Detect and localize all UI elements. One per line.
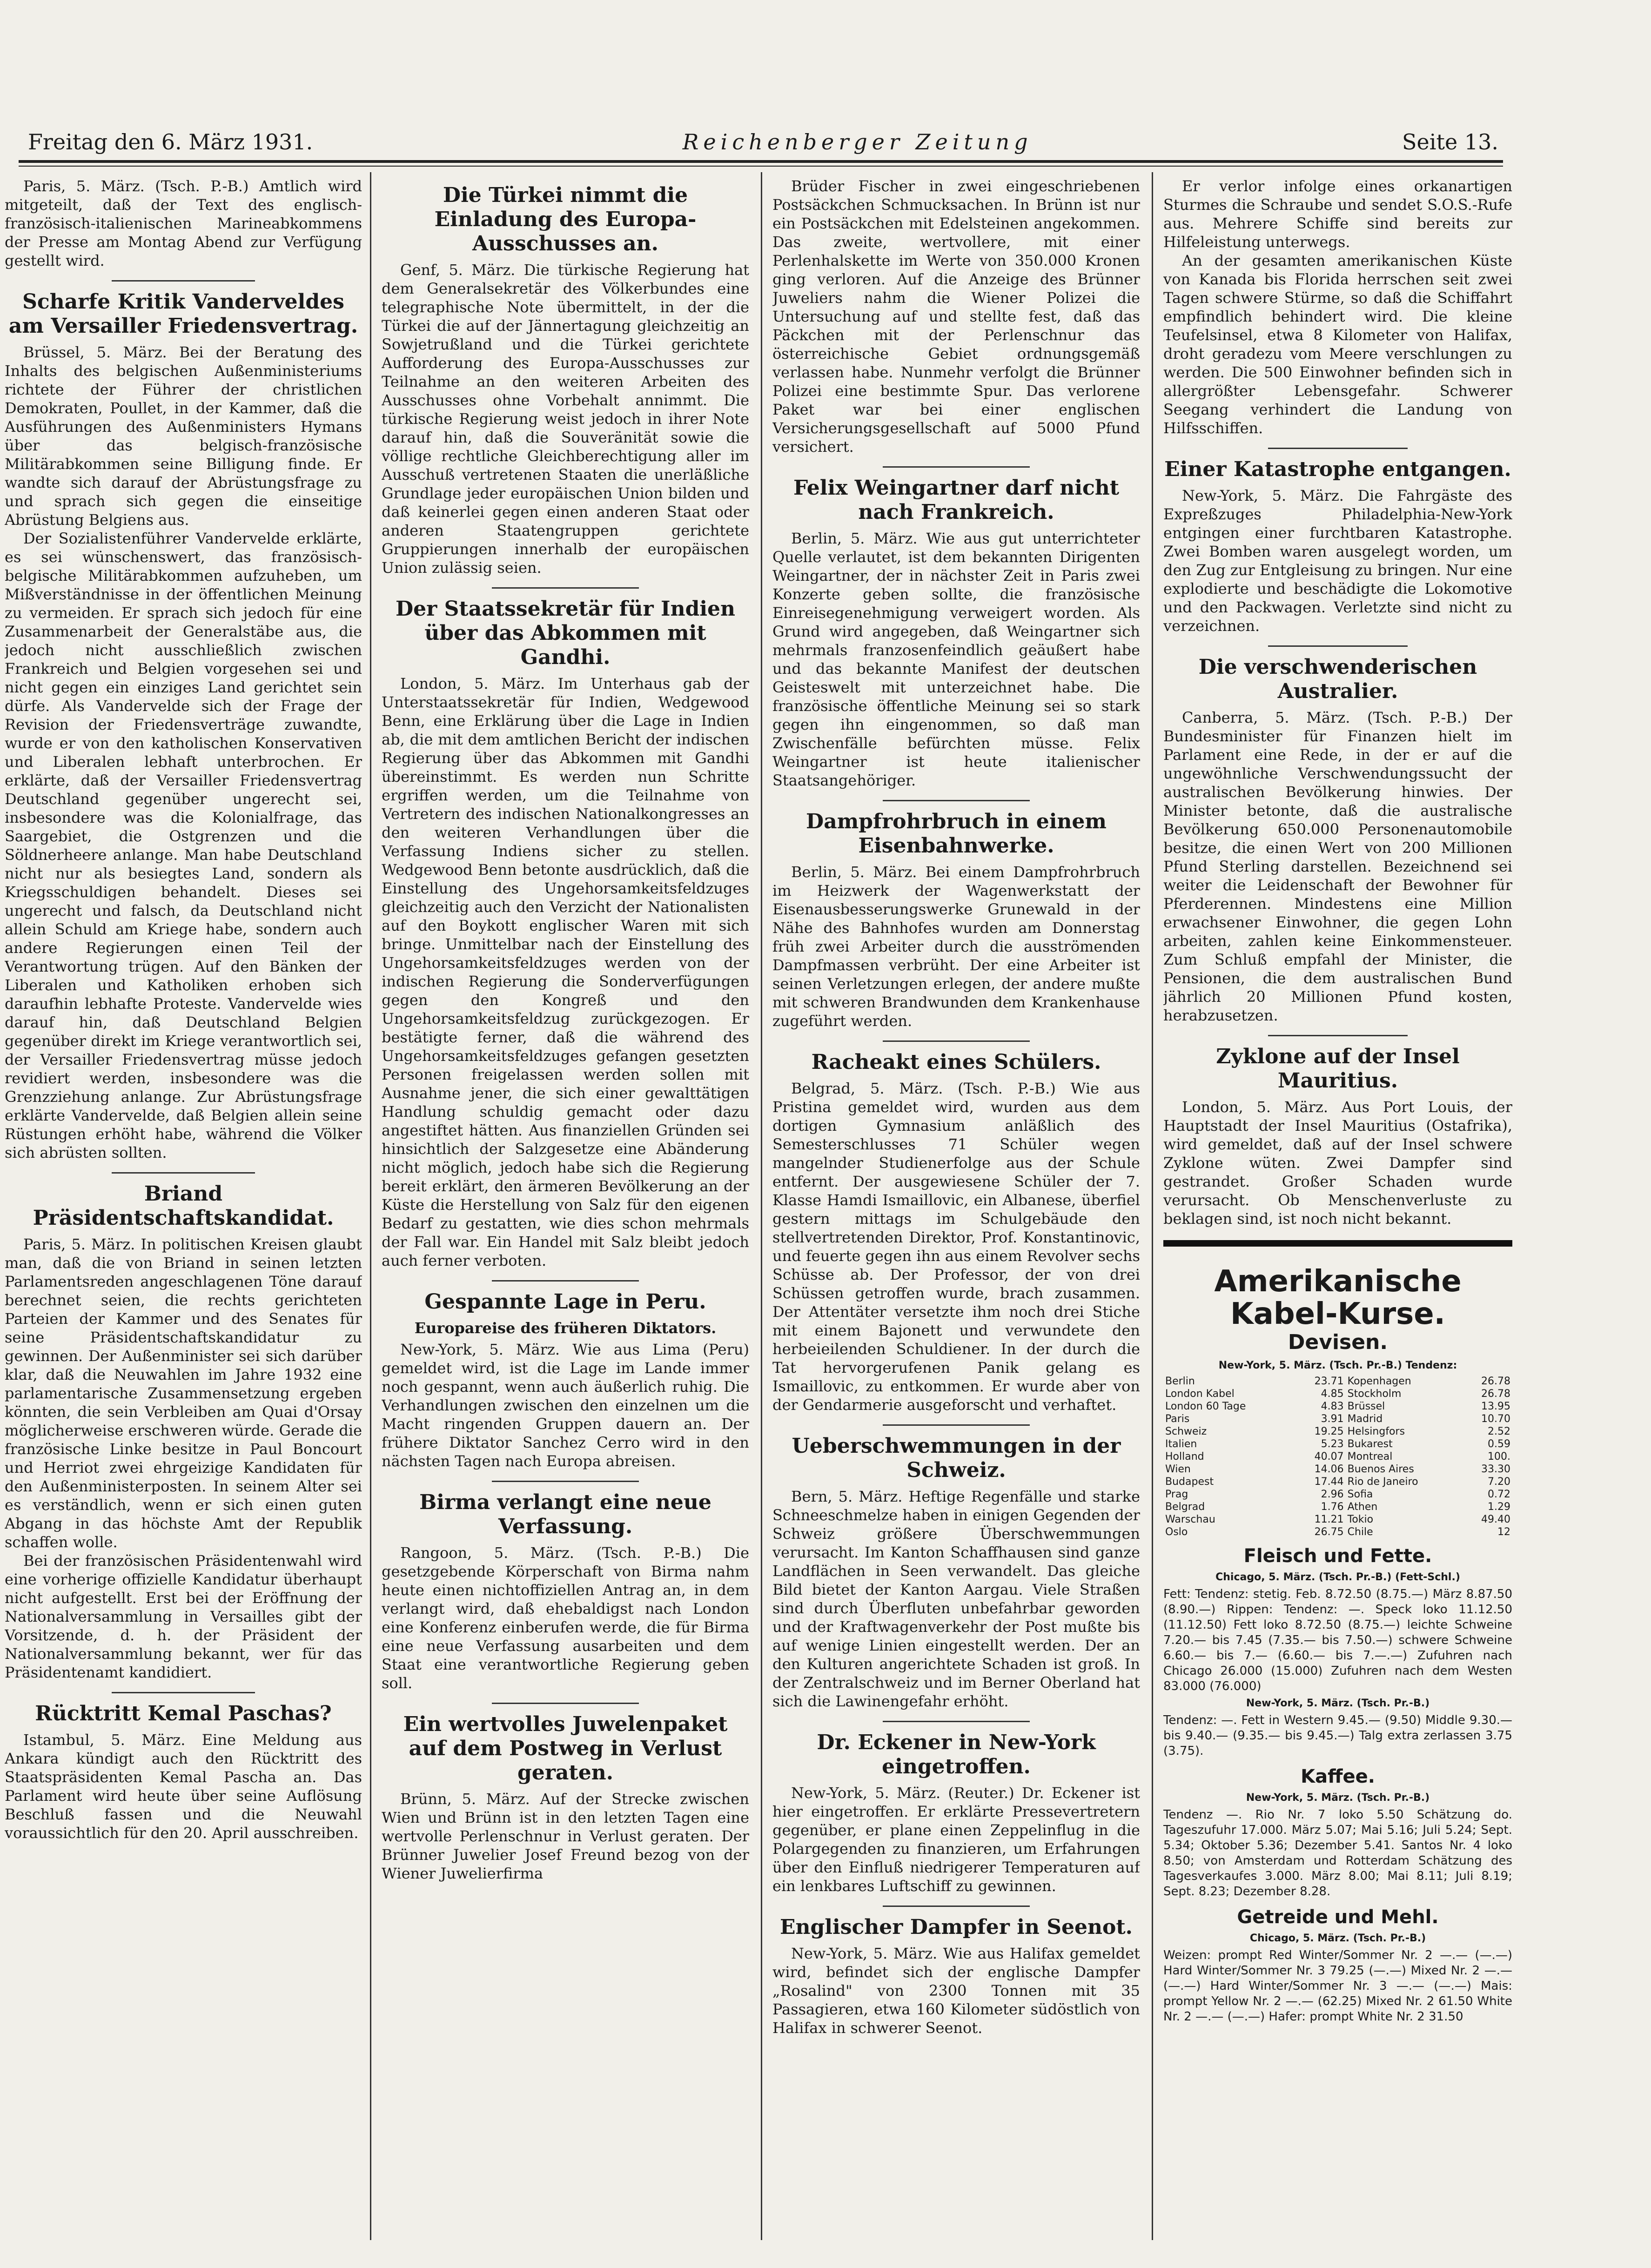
- article: [5, 1172, 362, 1682]
- currency-name: Helsingfors: [1347, 1426, 1405, 1437]
- market-report: [1163, 1807, 1512, 1899]
- article-paragraph: New-York, 5. März. Wie aus Lima (Peru) gemeldet wird, ist die Lage im Lande immer noch gespannt, wenn auch äußerlich ruhig. Die Verhandlungen zwischen den einzelnen um die Macht ringenden Gruppen dauern an. Der frühere Diktator Sanchez Cerro wird in den nächsten Tagen nach Europa abreisen.: [382, 1341, 749, 1470]
- article-separator: [883, 1040, 1030, 1042]
- article-body: [772, 1784, 1140, 1895]
- article: [382, 1280, 749, 1470]
- header-rule-thin: [19, 166, 1503, 167]
- column-divider: [370, 172, 371, 2240]
- article-paragraph: New-York, 5. März. (Reuter.) Dr. Eckener ist hier eingetroffen. Er erklärte Pressevertretern gegenüber, er plane einen Zeppelinflug in die Polargegenden zu finanzieren, um Erfahrungen über den Einfluß niedrigerer Temperaturen auf ein lenkbares Luftschiff zu gewinnen.: [772, 1784, 1140, 1895]
- page-header: [28, 126, 1498, 158]
- article: [772, 1040, 1140, 1414]
- currency-name: Italien: [1165, 1438, 1197, 1450]
- currency-rate: 2.96: [1321, 1489, 1344, 1500]
- column-divider: [1152, 172, 1153, 2240]
- article-body: [382, 261, 749, 577]
- currency-name: Schweiz: [1165, 1426, 1207, 1437]
- article-separator: [883, 1424, 1030, 1426]
- page-number: Seite 13.: [1402, 129, 1498, 154]
- article-body: [772, 177, 1140, 456]
- market-text: Weizen: prompt Red Winter/Sommer Nr. 2 —.— (—.—) Hard Winter/Sommer Nr. 3 79.25 (—.—) Mixed Nr. 2 —.— (—.—) Hard Winter/Sommer Nr. 3 —.— (—.—) Mais: prompt Yellow Nr. 2 —.— (62.25) Mixed Nr. 2 61.50 White Nr. 2 —.— (—.—) Hafer: prompt White Nr. 2 31.50: [1163, 1948, 1512, 2024]
- article-headline: Birma verlangt eine neue Verfassung.: [419, 1490, 711, 1538]
- article-headline: Die verschwenderischen Australier.: [1198, 655, 1477, 703]
- article-body: [1163, 177, 1512, 437]
- currency-rate: 33.30: [1481, 1463, 1510, 1475]
- article-headline: Dampfrohrbruch in einem Eisenbahnwerke.: [806, 810, 1107, 858]
- article: [1163, 1035, 1512, 1228]
- currency-rate: 7.20: [1488, 1476, 1510, 1488]
- article-headline: Racheakt eines Schülers.: [811, 1050, 1101, 1074]
- currency-rate: 4.85: [1321, 1388, 1344, 1400]
- devisen-row: [1163, 1388, 1512, 1400]
- currency-name: Chile: [1347, 1526, 1373, 1538]
- article-paragraph: Rangoon, 5. März. (Tsch. P.-B.) Die gesetzgebende Körperschaft von Birma nahm heute einen nichtoffiziellen Antrag an, in dem verlangt wird, daß ehebaldigst nach London eine Konferenz einberufen werde, die für Birma eine neue Verfassung ausarbeiten und dem Staat eine verantwortliche Regierung geben soll.: [382, 1544, 749, 1692]
- article-paragraph: Er verlor infolge eines orkanartigen Sturmes die Schraube und sendet S.O.S.-Rufe aus. Mehrere Schiffe sind bereits zur Hilfeleistung unterwegs.: [1163, 177, 1512, 251]
- header-rule: [19, 160, 1503, 163]
- article-headline: Zyklone auf der Insel Mauritius.: [1216, 1045, 1460, 1093]
- market-header: New-York, 5. März. (Tsch. Pr.-B.): [1246, 1698, 1430, 1709]
- currency-name: Buenos Aires: [1347, 1463, 1414, 1475]
- article: [772, 1424, 1140, 1711]
- currency-name: Madrid: [1347, 1413, 1383, 1425]
- currency-name: Warschau: [1165, 1514, 1215, 1525]
- currency-rate: 1.29: [1488, 1501, 1510, 1513]
- devisen-row: [1163, 1526, 1512, 1538]
- currency-rate: 12: [1497, 1526, 1510, 1538]
- market-text: Tendenz: —. Fett in Western 9.45.— (9.50) Middle 9.30.— bis 9.40.— (9.35.— bis 9.45.—) Talg extra zerlassen 3.75 (3.75).: [1163, 1713, 1512, 1758]
- article-paragraph: Brünn, 5. März. Auf der Strecke zwischen Wien und Brünn ist in den letzten Tagen eine wertvolle Perlenschnur in Verlust geraten. Der Brünner Juwelier Josef Freund bezog von der Wiener Juwelierfirma: [382, 1790, 749, 1882]
- currency-rate: 40.07: [1314, 1451, 1344, 1463]
- kabel-kurse-title: Amerikanische Kabel-Kurse.: [1214, 1264, 1462, 1331]
- devisen-row: [1163, 1476, 1512, 1488]
- section-rule: [1163, 1240, 1512, 1247]
- article-headline: Felix Weingartner darf nicht nach Frankreich.: [793, 476, 1120, 524]
- article-separator: [883, 466, 1030, 468]
- article-paragraph: Canberra, 5. März. (Tsch. P.-B.) Der Bundesminister für Finanzen hielt im Parlament eine Rede, in der er auf die ungewöhnliche Verschwendungssucht der australischen Bevölkerung hinwies. Der Minister betonte, daß die australische Bevölkerung 650.000 Personenautomobile besitze, die einen Wert von 200 Millionen Pfund Sterling darstellen. Bezeichnend sei weiter die Leidenschaft der Bewohner für Pferderennen. Mindestens eine Million erwachsener Einwohner, die gegen Lohn arbeiten, zahlen keine Einkommensteuer. Zum Schluß empfahl der Minister, die Pensionen, die dem australischen Bund jährlich 20 Millionen Pfund kosten, herabzusetzen.: [1163, 709, 1512, 1024]
- article: [5, 280, 362, 1162]
- column-4-articles: [1163, 177, 1512, 1228]
- market-report: [1163, 1948, 1512, 2025]
- currency-rate: 26.78: [1481, 1376, 1510, 1387]
- devisen-row: [1163, 1400, 1512, 1413]
- currency-rate: 5.23: [1321, 1438, 1344, 1450]
- article-body: [5, 1235, 362, 1682]
- article: [772, 466, 1140, 790]
- devisen-row: [1163, 1438, 1512, 1450]
- article-headline: Ein wertvolles Juwelenpaket auf dem Postweg in Verlust geraten.: [403, 1712, 728, 1785]
- article: [5, 177, 362, 270]
- article-body: [382, 674, 749, 1270]
- article-separator: [112, 1692, 255, 1693]
- currency-name: Montreal: [1347, 1451, 1393, 1463]
- currency-name: Sofia: [1347, 1489, 1373, 1500]
- currency-rate: 26.75: [1314, 1526, 1344, 1538]
- market-report: [1163, 1587, 1512, 1694]
- market-section-title: Getreide und Mehl.: [1237, 1906, 1439, 1928]
- article: [1163, 177, 1512, 437]
- article-separator: [1268, 645, 1408, 647]
- article-body: [1163, 708, 1512, 1025]
- currency-name: Berlin: [1165, 1376, 1195, 1387]
- article: [382, 183, 749, 577]
- column-1: [5, 177, 362, 2249]
- article-body: [5, 177, 362, 270]
- currency-rate: 0.59: [1488, 1438, 1510, 1450]
- currency-name: Holland: [1165, 1451, 1204, 1463]
- currency-rate: 11.21: [1314, 1514, 1344, 1525]
- devisen-title: Devisen.: [1288, 1330, 1388, 1354]
- devisen-row: [1163, 1425, 1512, 1438]
- article-headline: Scharfe Kritik Vanderveldes am Versailler Friedensvertrag.: [8, 290, 358, 338]
- devisen-row: [1163, 1413, 1512, 1425]
- article-headline: Einer Katastrophe entgangen.: [1164, 457, 1511, 481]
- currency-rate: 10.70: [1481, 1413, 1510, 1425]
- article-separator: [492, 1703, 639, 1704]
- market-header: Chicago, 5. März. (Tsch. Pr.-B.): [1249, 1932, 1426, 1944]
- article-paragraph: Bei der französischen Präsidentenwahl wird eine vorherige offizielle Kandidatur überhaupt nicht aufgestellt. Erst bei der Eröffnung der Nationalversammlung in Versailles gibt der Vorsitzende, d. h. der Präsident der Nationalversammlung bekannt, wer für das Präsidentenamt kandidiert.: [5, 1552, 362, 1681]
- article-body: [5, 343, 362, 1162]
- article-separator: [883, 1721, 1030, 1722]
- devisen-table: [1163, 1375, 1512, 1538]
- article-body: [382, 1790, 749, 1883]
- currency-rate: 17.44: [1314, 1476, 1344, 1488]
- article-headline: Der Staatssekretär für Indien über das Abkommen mit Gandhi.: [395, 597, 736, 669]
- currency-name: Brüssel: [1347, 1401, 1385, 1412]
- currency-rate: 14.06: [1314, 1463, 1344, 1475]
- masthead: Reichenberger Zeitung: [682, 129, 1033, 154]
- article: [382, 587, 749, 1270]
- article-paragraph: Istambul, 5. März. Eine Meldung aus Ankara kündigt auch den Rücktritt des Staatspräsidenten Kemal Pascha an. Das Parlament wird heute über seine Auflösung Beschluß fassen und die Neuwahl voraussichtlich für den 20. April ausschreiben.: [5, 1731, 362, 1842]
- article-paragraph: Paris, 5. März. In politischen Kreisen glaubt man, daß die von Briand in seinen letzten Parlamentsreden angeschlagenen Töne darauf berechnet seien, die rechts gerichteten Parteien der Kammer und des Senates für seine Präsidentschaftskandidatur zu gewinnen. Der Außenminister sei sich darüber klar, daß die Neuwahlen im Jahre 1932 eine parlamentarische Zusammensetzung ergeben könnten, die sein Verbleiben am Quai d'Orsay möglicherweise erschweren würde. Gerade die französische Linke besitze in Paul Boncourt und Herriot zwei ehrgeizige Kandidaten für den Außenministerposten. In seinem Alter sei es verständlich, wenn er sich einen guten Abgang in das höchste Amt der Republik schaffen wolle.: [5, 1235, 362, 1551]
- article-paragraph: Der Sozialistenführer Vandervelde erklärte, es sei wünschenswert, das französisch-belgische Militärabkommen aufzuheben, um Mißverständnisse in der öffentlichen Meinung zu vermeiden. Er sprach sich jedoch für eine Zusammenarbeit der Generalstäbe aus, die jedoch nicht ausschließlich zwischen Frankreich und Belgien vorgesehen sei und nicht gegen ein einziges Land gerichtet sein dürfe. Als Vandervelde sich der Frage der Revision der Friedensverträge zuwandte, wurde er von den katholischen Konservativen und Liberalen lebhaft unterbrochen. Er erklärte, daß der Versailler Friedensvertrag Deutschland gegenüber ungerecht sei, insbesondere was die Kolonialfrage, das Saargebiet, die Ostgrenzen und die Söldnerheere anlange. Man habe Deutschland nicht nur als besiegtes Land, sondern als Kriegsschuldigen behandelt. Dieses sei ungerecht und falsch, da Deutschland nicht allein Schuld am Kriege habe, sondern auch andere Regierungen einen Teil der Verantwortung trügen. Auf den Bänken der Liberalen und Katholiken erhoben sich daraufhin lebhafte Proteste. Vandervelde wies darauf hin, daß Deutschland Belgien gegenüber direkt im Kriege verantwortlich sei, der Versailler Friedensvertrag müsse jedoch revidiert werden, insbesondere was die Grenzziehung anlange. Zur Abrüstungsfrage erklärte Vandervelde, daß Belgien allein seine Rüstungen erhöht habe, während die Völker sich abrüsten sollten.: [5, 530, 362, 1161]
- market-header: New-York, 5. März. (Tsch. Pr.-B.): [1246, 1792, 1430, 1804]
- column-4: [1163, 177, 1512, 2249]
- column-2: [382, 177, 749, 2249]
- currency-rate: 19.25: [1314, 1426, 1344, 1437]
- currency-name: Oslo: [1165, 1526, 1188, 1538]
- article-headline: Gespannte Lage in Peru.: [424, 1290, 706, 1314]
- currency-name: London 60 Tage: [1165, 1401, 1246, 1412]
- currency-name: Paris: [1165, 1413, 1190, 1425]
- currency-name: Belgrad: [1165, 1501, 1205, 1513]
- article: [772, 800, 1140, 1030]
- article-paragraph: An der gesamten amerikanischen Küste von Kanada bis Florida herrschen seit zwei Tagen schwere Stürme, so daß die Schiffahrt empfindlich behindert wird. Die kleine Teufelsinsel, etwa 8 Kilometer von Halifax, droht geradezu vom Meere verschlungen zu werden. Die 500 Einwohner befinden sich in allergrößter Lebensgefahr. Schwerer Seegang verhindert die Landung von Hilfsschiffen.: [1163, 252, 1512, 437]
- currency-name: Stockholm: [1347, 1388, 1402, 1400]
- currency-rate: 3.91: [1321, 1413, 1344, 1425]
- article-body: [1163, 1098, 1512, 1228]
- article-separator: [492, 587, 639, 589]
- currency-name: Bukarest: [1347, 1438, 1393, 1450]
- devisen-row: [1163, 1463, 1512, 1476]
- currency-name: Wien: [1165, 1463, 1191, 1475]
- article-body: [772, 863, 1140, 1030]
- devisen-row: [1163, 1488, 1512, 1501]
- article-separator: [883, 1906, 1030, 1907]
- market-text: Tendenz —. Rio Nr. 7 loko 5.50 Schätzung do. Tageszufuhr 17.000. März 5.07; Mai 5.16; Juli 5.24; Sept. 5.34; Oktober 5.36; Dezember 5.41. Santos Nr. 4 loko 8.50; von Amsterdam und Rotterdam Schätzung des Tagesverkaufes 3.000. März 8.00; Mai 8.11; Juli 8.19; Sept. 8.23; Dezember 8.28.: [1163, 1808, 1512, 1899]
- article-paragraph: New-York, 5. März. Die Fahrgäste des Expreßzuges Philadelphia-New-York entgingen einer furchtbaren Katastrophe. Zwei Bomben waren ausgelegt worden, um den Zug zur Entgleisung zu bringen. Nur eine explodierte und beschädigte die Lokomotive und den Packwagen. Verletzte sind nicht zu verzeichnen.: [1163, 487, 1512, 635]
- article: [5, 1692, 362, 1842]
- currency-rate: 0.72: [1488, 1489, 1510, 1500]
- article-paragraph: New-York, 5. März. Wie aus Halifax gemeldet wird, befindet sich der englische Dampfer „Rosalind" von 2300 Tonnen mit 35 Passagieren, etwa 160 Kilometer südöstlich von Halifax in schwerer Seenot.: [772, 1945, 1140, 2037]
- currency-name: Athen: [1347, 1501, 1378, 1513]
- devisen-header: New-York, 5. März. (Tsch. Pr.-B.) Tendenz:: [1218, 1360, 1457, 1371]
- article: [382, 1703, 749, 1883]
- article-separator: [1268, 448, 1408, 449]
- article: [772, 177, 1140, 456]
- article-body: [772, 529, 1140, 790]
- article: [772, 1906, 1140, 2037]
- article-body: [382, 1340, 749, 1470]
- devisen-row: [1163, 1513, 1512, 1526]
- column-3: [772, 177, 1140, 2249]
- article-paragraph: Brüssel, 5. März. Bei der Beratung des Inhalts des belgischen Außenministeriums richtete der Führer der christlichen Demokraten, Poullet, in der Kammer, daß die Ausführungen des Außenministers Hymans über das belgisch-französische Militärabkommen seine Billigung finde. Er wandte sich darauf der Abrüstungsfrage zu und sprach sich gegen die einseitige Abrüstung Belgiens aus.: [5, 343, 362, 529]
- issue-date: Freitag den 6. März 1931.: [28, 129, 313, 154]
- article: [1163, 448, 1512, 635]
- article-paragraph: Belgrad, 5. März. (Tsch. P.-B.) Wie aus Pristina gemeldet wird, wurden aus dem dortigen Gymnasium anläßlich des Semesterschlusses 71 Schüler wegen mangelnder Studienerfolge aus der Schule entfernt. Der ausgewiesene Schüler der 7. Klasse Hamdi Ismaillovic, ein Albanese, überfiel gestern mittags im Schulgebäude den stellvertretenden Direktor, Prof. Konstantinovic, und feuerte gegen ihn aus einem Revolver sechs Schüsse ab. Der Professor, der von drei Schüssen getroffen wurde, brach zusammen. Der Attentäter versetzte ihm noch drei Stiche mit einem Bajonett und verwundete den herbeieilenden Schuldiener. In der durch die Tat hervorgerufenen Panik gelang es Ismaillovic, zu entkommen. Er wurde aber von der Gendarmerie ausgeforscht und verhaftet.: [772, 1080, 1140, 1414]
- market-section-title: Fleisch und Fette.: [1243, 1545, 1432, 1567]
- article-separator: [112, 280, 255, 282]
- market-text: Fett: Tendenz: stetig. Feb. 8.72.50 (8.75.—) März 8.87.50 (8.90.—) Rippen: Tendenz: —. Speck loko 11.12.50 (11.12.50) Fett loko 8.72.50 (8.75.—) leichte Schweine 7.20.— bis 7.45 (7.35.— bis 7.50.—) schwere Schweine 6.60.— bis 7.— (6.60.— bis 7.—.—) Zufuhren nach Chicago 26.000 (15.000) Zufuhren nach dem Westen 83.000 (76.000): [1163, 1587, 1512, 1693]
- article-subheadline: Europareise des früheren Diktators.: [414, 1319, 717, 1337]
- article-body: [5, 1731, 362, 1842]
- market-report: [1163, 1713, 1512, 1759]
- article-body: [772, 1487, 1140, 1711]
- article-paragraph: London, 5. März. Aus Port Louis, der Hauptstadt der Insel Mauritius (Ostafrika), wird gemeldet, daß auf der Insel schwere Zyklone wüten. Zwei Dampfer sind gestrandet. Großer Schaden wurde verursacht. Ob Menschenverluste zu beklagen sind, ist noch nicht bekannt.: [1163, 1098, 1512, 1228]
- currency-name: Budapest: [1165, 1476, 1214, 1488]
- markets-section: [1163, 1547, 1512, 2025]
- article-separator: [492, 1280, 639, 1282]
- currency-name: Kopenhagen: [1347, 1376, 1411, 1387]
- article-paragraph: London, 5. März. Im Unterhaus gab der Unterstaatssekretär für Indien, Wedgewood Benn, eine Erklärung über die Lage in Indien ab, die mit dem amtlichen Bericht der indischen Regierung über das Abkommen mit Gandhi übereinstimmt. Es werden nun Schritte ergriffen werden, um die Teilnahme von Vertretern des indischen Nationalkongresses an den weiteren Verhandlungen über die Verfassung Indiens sicher zu stellen. Wedgewood Benn betonte ausdrücklich, daß die Einstellung des Ungehorsamkeitsfeldzuges gleichzeitig auch den Verzicht der Nationalisten auf den Boykott englischer Waren mit sich bringe. Unmittelbar nach der Einstellung des Ungehorsamkeitsfeldzuges werden von der indischen Regierung die Sonderverfügungen gegen den Kongreß und den Ungehorsamkeitsfeldzug zurückgezogen. Er bestätigte ferner, daß die während des Ungehorsamkeitsfeldzuges gefangen gesetzten Personen freigelassen werden sollen mit Ausnahme jener, die sich einer gewalttätigen Handlung schuldig gemacht oder dazu angestiftet hätten. Aus finanziellen Gründen sei hinsichtlich der Salzgesetze eine Abänderung nicht möglich, jedoch habe sich die Regierung bereit erklärt, den ärmeren Bevölkerung an der Küste die Herstellung von Salz für den eigenen Bedarf zu gestatten, wie dies schon mehrmals der Fall war. Ein Handel mit Salz bleibt jedoch auch ferner verboten.: [382, 675, 749, 1269]
- article: [382, 1481, 749, 1692]
- article-headline: Die Türkei nimmt die Einladung des Europa-Ausschusses an.: [434, 183, 697, 255]
- article-paragraph: Bern, 5. März. Heftige Regenfälle und starke Schneeschmelze haben in einigen Gegenden der Schweiz größere Überschwemmungen verursacht. Im Kanton Schaffhausen sind ganze Landflächen in Seen verwandelt. Das gleiche Bild bietet der Kanton Aargau. Viele Straßen sind durch Überfluten unbefahrbar geworden und der Kraftwagenverkehr der Post mußte bis auf wenige Linien eingestellt werden. Der an den Kulturen angerichtete Schaden ist groß. In der Zentralschweiz und im Berner Oberland hat sich die Lawinengefahr erhöht.: [772, 1488, 1140, 1710]
- currency-rate: 100.: [1488, 1451, 1510, 1463]
- article-paragraph: Paris, 5. März. (Tsch. P.-B.) Amtlich wird mitgeteilt, daß der Text des englisch-französisch-italienischen Marineabkommens der Presse am Montag Abend zur Verfügung gestellt wird.: [5, 177, 362, 269]
- article-paragraph: Brüder Fischer in zwei eingeschriebenen Postsäckchen Schmucksachen. In Brünn ist nur ein Postsäckchen mit Edelsteinen angekommen. Das zweite, wertvollere, mit einer Perlenhalskette im Werte von 350.000 Kronen ging verloren. Auf die Anzeige des Brünner Juweliers nahm die Wiener Polizei die Untersuchung auf und stellte fest, daß das Päckchen mit der Perlenschnur das österreichische Gebiet ordnungsgemäß verlassen habe. Nunmehr verfolgt die Brünner Polizei eine bestimmte Spur. Das verlorene Paket war bei einer englischen Versicherungsgesellschaft auf 5000 Pfund versichert.: [772, 177, 1140, 456]
- article-separator: [883, 800, 1030, 801]
- currency-rate: 23.71: [1314, 1376, 1344, 1387]
- article-separator: [492, 1481, 639, 1482]
- article-headline: Ueberschwemmungen in der Schweiz.: [792, 1434, 1121, 1482]
- article-separator: [112, 1172, 255, 1174]
- article-paragraph: Genf, 5. März. Die türkische Regierung hat dem Generalsekretär des Völkerbundes eine telegraphische Note übermittelt, in der die Türkei die auf der Jännertagung gleichzeitig an Sowjetrußland und die Türkei gerichtete Aufforderung des Europa-Ausschusses zur Teilnahme an den weiteren Arbeiten des Ausschusses ohne Vorbehalt annimmt. Die türkische Regierung weist jedoch in ihrer Note darauf hin, daß die Souveränität sowie die völlige rechtliche Gleichberechtigung aller im Ausschuß vertretenen Staaten die unerläßliche Grundlage jeder europäischen Union bilden und daß keinerlei gegen einen anderen Staat oder anderen Staatengruppen gerichtete Gruppierungen innerhalb der europäischen Union zulässig seien.: [382, 261, 749, 577]
- column-divider: [761, 172, 762, 2240]
- devisen-row: [1163, 1450, 1512, 1463]
- devisen-row: [1163, 1501, 1512, 1513]
- article: [772, 1721, 1140, 1895]
- currency-name: Prag: [1165, 1489, 1188, 1500]
- article-headline: Rücktritt Kemal Paschas?: [35, 1702, 332, 1725]
- currency-rate: 1.76: [1321, 1501, 1344, 1513]
- currency-rate: 49.40: [1481, 1514, 1510, 1525]
- currency-rate: 13.95: [1481, 1401, 1510, 1412]
- article-headline: Englischer Dampfer in Seenot.: [780, 1915, 1133, 1939]
- devisen-row: [1163, 1375, 1512, 1388]
- currency-rate: 26.78: [1481, 1388, 1510, 1400]
- article-headline: Dr. Eckener in New-York eingetroffen.: [817, 1731, 1096, 1778]
- currency-rate: 4.83: [1321, 1401, 1344, 1412]
- currency-rate: 2.52: [1488, 1426, 1510, 1437]
- article-body: [1163, 486, 1512, 635]
- article-body: [772, 1944, 1140, 2037]
- article: [1163, 645, 1512, 1025]
- currency-name: Rio de Janeiro: [1347, 1476, 1418, 1488]
- currency-name: London Kabel: [1165, 1388, 1235, 1400]
- article-body: [382, 1543, 749, 1692]
- article-paragraph: Berlin, 5. März. Wie aus gut unterrichteter Quelle verlautet, ist dem bekannten Dirigenten Weingartner, der in nächster Zeit in Paris zwei Konzerte geben sollte, die französische Einreisegenehmigung verweigert worden. Als Grund wird angegeben, daß Weingartner sich mehrmals franzosenfeindlich geäußert habe und das bekannte Manifest der deutschen Geisteswelt mit unterzeichnet habe. Die französische öffentliche Meinung sei so stark gegen ihn eingenommen, so daß man Zwischenfälle befürchten müsse. Felix Weingartner ist heute italienischer Staatsangehöriger.: [772, 530, 1140, 789]
- market-section-title: Kaffee.: [1301, 1766, 1375, 1787]
- market-header: Chicago, 5. März. (Tsch. Pr.-B.) (Fett-Schl.): [1215, 1571, 1460, 1583]
- currency-name: Tokio: [1347, 1514, 1374, 1525]
- article-paragraph: Berlin, 5. März. Bei einem Dampfrohrbruch im Heizwerk der Wagenwerkstatt der Eisenausbesserungswerke Grunewald in der Nähe des Bahnhofes wurden am Donnerstag früh zwei Arbeiter durch die ausströmenden Dampfmassen verbrüht. Der eine Arbeiter ist seinen Verletzungen erlegen, der andere mußte mit schweren Brandwunden dem Krankenhause zugeführt werden.: [772, 863, 1140, 1030]
- article-body: [772, 1079, 1140, 1414]
- article-headline: Briand Präsidentschaftskandidat.: [33, 1182, 334, 1230]
- article-separator: [1268, 1035, 1408, 1036]
